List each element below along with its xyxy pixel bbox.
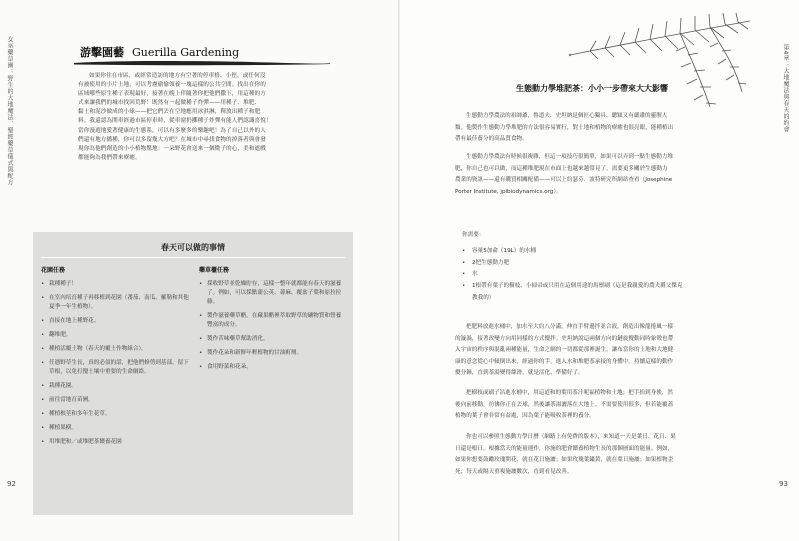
list-item: • 食用野菜和花朵。 bbox=[199, 363, 345, 372]
paragraph-line: 入宇宙的秩序與混亂兩種能量，生命之網的一切都從那裡誕生。讓布當你的土地和大地健 bbox=[455, 347, 674, 354]
rosemary-sprig-illustration bbox=[560, 7, 760, 127]
list-item: • 任憑野草生長，真的必須的話，把他們修剪到基部，留下草根，以免打攪土壤中重要的生命網絡。 bbox=[41, 359, 189, 377]
list-item: • 栽種種子！ bbox=[41, 280, 189, 289]
paragraph-line: 生態動力學農法有時候很複雜，但這一項技巧很簡單，如果可以弄到一點生態動力堆 bbox=[466, 154, 673, 160]
paragraph-line: 如果你想要鼓勵玫瑰開花，就在花日施灑；如果玫瑰葉鏽黃，就在葉日施灑；如果植物歪 bbox=[455, 457, 674, 464]
paragraph-line: 你也可以參照生態動力學日曆（網路上有免費的版本），來知道一天是葉日、花日、果 bbox=[466, 434, 676, 440]
needs-label: 你需要： bbox=[462, 232, 485, 238]
intro-line: 料。我還認為開車經過市區停車時，從車窗扔擲種子炸彈有能人們認識喜悅！ bbox=[78, 118, 272, 125]
paragraph-line: 生態動力學農法的祖師爺，魯道夫．史坦納是個匠心獨具、聰穎又有嚴肅的靈腥人 bbox=[466, 113, 668, 119]
paragraph-line: 康的意念從心中傾倒出來，經過你的手，進入水和堆肥茶承接的身體中。持續這樣的動作 bbox=[455, 358, 674, 365]
list-item: • 直接在地上種野花。 bbox=[41, 317, 189, 326]
herb-cabinet-tasks-column bbox=[199, 265, 345, 377]
brush-stroke-divider bbox=[72, 59, 332, 67]
right-paragraph bbox=[455, 432, 676, 478]
list-item: • 1根帶有葉子的樹枝、小掃帚或只用在這個用途的馬鬃刷（這是我親愛的農夫爵父傑克教我的） bbox=[462, 281, 687, 304]
list-item: • 種植活覆土物（春天的覆土作物組合）。 bbox=[41, 345, 189, 354]
right-paragraph bbox=[455, 388, 673, 423]
list-item: • 容量5加侖（19L）的水桶 bbox=[462, 246, 762, 258]
paragraph-line: 的漩渦，接著改變方向用同樣的方式攪拌。史坦納說這兩個方向的鏈旋攪動同時象徵也帶 bbox=[455, 335, 674, 342]
right-paragraph bbox=[455, 111, 673, 146]
garden-tasks-column bbox=[41, 265, 189, 452]
list-item: • 前往當地育苗圃。 bbox=[41, 396, 189, 405]
intro-line: 當你漫遊地愛著健康的生態系，可以有多麼多的樂趣吧！為了自己以外的人 bbox=[78, 127, 266, 134]
list-item: • 種植根莖和多年生花草。 bbox=[41, 410, 189, 419]
intro-line: 黏土和泥沙做成的小球——把它們丟在空地應用冰淇淋，釋放出種子和肥 bbox=[78, 109, 261, 116]
intro-line: 都能夠為我們帶來療癒。 bbox=[78, 154, 141, 161]
intro-line: 如果你住在市區，或經常造訪的地方有空著的停車格、小徑，或任何沒 bbox=[89, 73, 266, 79]
paragraph-line: 攪分鐘，直到茶湯變得絲滑，就是活化、準備好了。 bbox=[455, 370, 584, 377]
spring-tasks-title: 春天可以做的事情 bbox=[161, 243, 225, 252]
paragraph-line: Porter Institute, jpibiodynamics.org）。 bbox=[455, 188, 562, 195]
paragraph-line: 後向前移動，彷彿你正在丟球，然後讓茶湯灑落在大地上。不需要使用很多，但若能覆蓋 bbox=[455, 401, 674, 408]
paragraph-line: 把樹枝或刷子沾進水桶中，用這道和的葉用茶汁呢福植物和土地；把手抬到身後，然 bbox=[466, 390, 673, 396]
paragraph-line: 肥，你自己也可以做，而這種堆肥現在市面上也越來越常見了。需要更多關於生態動力 bbox=[455, 165, 668, 172]
intro-line: 有被使用的小片土地，可以考慮偷偷領養一塊這樣的公共空間。找出在你的 bbox=[78, 82, 266, 89]
paragraph-line: 植物的葉子會非常有益處，因為葉子能吸收茶裡的養分。 bbox=[455, 413, 595, 420]
herb-cabinet-tasks-list bbox=[199, 280, 345, 372]
right-running-title: 第4章：大地魔法與春天的約會 bbox=[782, 44, 789, 133]
section-heading-en: Guerilla Gardening bbox=[132, 46, 240, 59]
box-divider bbox=[41, 257, 345, 258]
section-heading bbox=[80, 44, 239, 60]
list-item: • 栽種花園。 bbox=[41, 382, 189, 391]
right-page-number: 93 bbox=[779, 480, 788, 488]
list-item: • 製作苦味藥草幫助消化。 bbox=[199, 335, 345, 344]
garden-tasks-list bbox=[41, 280, 189, 447]
list-item: • 2把生態動力肥 bbox=[462, 258, 762, 270]
intro-line: 區域哪些原生種子表現最好，接著在晚上伴隨著你把他們撒下，用這種的方 bbox=[78, 91, 266, 98]
intro-line: 現你為他們創造的小小植物驚地：一朵野花會送來一個微子的心，美和遮戲 bbox=[78, 145, 266, 152]
recipe-title: 生態動力學堆肥茶：小小一步帶來大大影響 bbox=[516, 84, 668, 93]
list-item: • 製作滋養藥草醋，在藏果醋裡萃取野草的礦物質和營養豐富的成分。 bbox=[199, 312, 345, 330]
paragraph-line: 類。他製作生態動力學堆肥的方法很容易實行，對土地和植物的療癒也很亮眼，能種植出 bbox=[455, 124, 674, 131]
right-paragraph bbox=[455, 152, 673, 198]
intro-line: 式來讓我們的城市找回荒野！既然有一起做種子炸彈——用種子、堆肥、 bbox=[78, 100, 261, 107]
list-item: • 翻堆肥。 bbox=[41, 331, 189, 340]
paragraph-line: 把肥料放進水桶中，加水至大約八分滿。伸直手臂邊拌並合液，創造出像龍捲風一樣 bbox=[466, 324, 673, 330]
right-paragraph bbox=[455, 322, 673, 380]
intro-line: 們還有地方播種，你可以多留幾大方吧？在城市中尋找食物的掉落者與會發 bbox=[78, 136, 266, 143]
list-item: • 水 bbox=[462, 269, 762, 281]
needs-list bbox=[462, 246, 762, 305]
paragraph-line: 農業的資訊——還有購買相關配備——可以上約瑟芬．波特研究所網站查看（Josephine bbox=[455, 177, 673, 184]
herb-cabinet-tasks-heading: 藥草櫃任務 bbox=[199, 267, 230, 274]
needs-section bbox=[462, 230, 762, 305]
left-page-number: 92 bbox=[7, 480, 16, 488]
paragraph-line: 死，每天或隔天重複施灑數次，直到看見改善。 bbox=[455, 468, 573, 475]
list-item: • 在室內培育種子再移植到花園（番茄、南瓜、羅勒和其他夏季一年生植物）。 bbox=[41, 294, 189, 312]
list-item: • 採收野草並乾燥貯存，這樣一整年就都能有春天的滋養了。例如，可以採點蒲公英、蕁麻、覆盆子葉和原拉拉藤。 bbox=[199, 280, 345, 307]
garden-tasks-heading: 花園任務 bbox=[41, 267, 66, 274]
left-page bbox=[0, 0, 399, 541]
paragraph-line: 日還是根日。根據當天的能量運作，你施的肥會餵養植物生長的那個層面的能量。例如， bbox=[455, 445, 674, 452]
list-item: • 種植果樹。 bbox=[41, 424, 189, 433]
paragraph-line: 帶有最佳養分的高品質食物。 bbox=[455, 136, 528, 143]
intro-text bbox=[78, 72, 330, 163]
left-running-title: 女巫藥草園：野生的大地魔法、聖經藥草儀式與配方 bbox=[6, 36, 13, 186]
spring-tasks-box bbox=[33, 232, 353, 515]
list-item: • 製作花朵和新鮮年輕植物的甘油酊劑。 bbox=[199, 349, 345, 358]
list-item: • 用堆肥和／或堆肥茶餵養花園 bbox=[41, 438, 189, 447]
section-heading-zh: 游擊園藝 bbox=[80, 46, 124, 59]
